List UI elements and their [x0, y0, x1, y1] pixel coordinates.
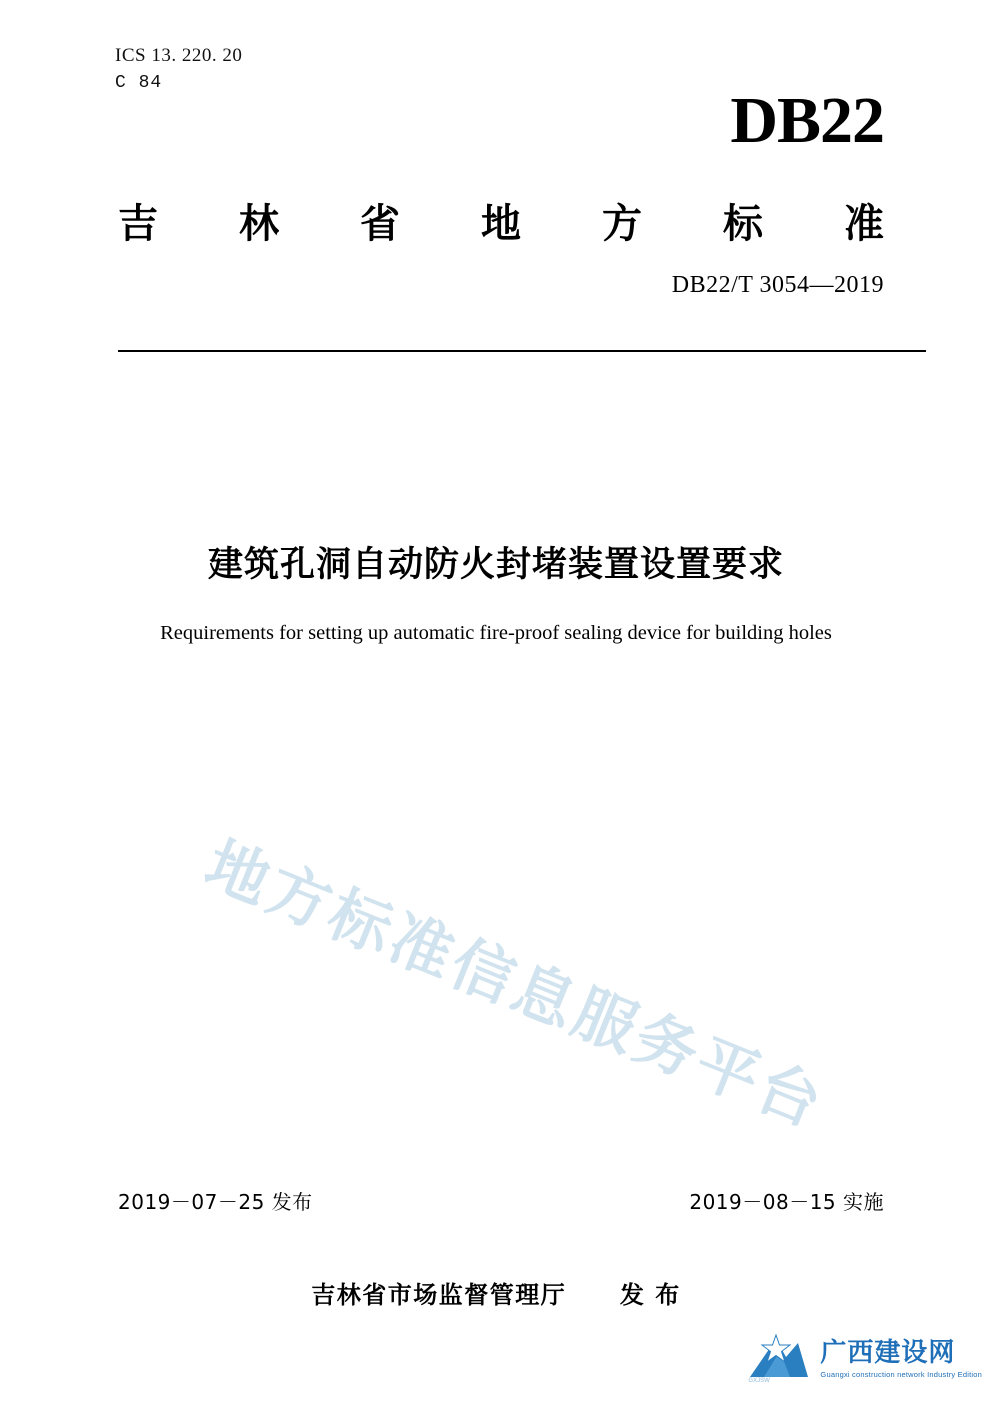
site-logo-subtitle: Guangxi construction network Industry Edition	[820, 1370, 982, 1380]
issuer-name: 吉林省市场监督管理厅	[311, 1281, 567, 1309]
site-logo-name: 广西建设网	[820, 1337, 956, 1368]
site-logo-texts	[820, 1339, 982, 1380]
ics-code: ICS 13. 220. 20	[115, 45, 243, 66]
classification-code: C 84	[115, 72, 163, 93]
header-divider	[118, 350, 926, 352]
implementation-date: 2019－08－15 实施	[689, 1190, 884, 1214]
issuer-suffix: 发 布	[619, 1281, 681, 1309]
star-building-icon	[746, 1333, 812, 1385]
province-standard-title	[118, 192, 884, 249]
standard-logo: DB22	[730, 84, 884, 157]
page-title-chinese: 建筑孔洞自动防火封堵装置设置要求	[207, 545, 784, 585]
province-char-2: 省	[360, 201, 400, 247]
province-char-4: 方	[602, 201, 642, 247]
issuer-line	[0, 1275, 992, 1310]
release-date: 2019－07－25 发布	[118, 1190, 313, 1214]
province-char-1: 林	[239, 201, 279, 247]
province-char-3: 地	[481, 201, 521, 247]
ics-block	[115, 42, 242, 96]
watermark-text: 地方标准信息服务平台	[195, 827, 836, 1142]
standard-number: DB22/T 3054—2019	[671, 272, 884, 298]
province-char-0: 吉	[118, 201, 158, 247]
province-char-5: 标	[723, 201, 763, 247]
logo-badge-text: GXJSW	[748, 1378, 770, 1384]
page-title-english: Requirements for setting up automatic fire-proof sealing device for building holes	[160, 622, 832, 644]
site-logo	[746, 1333, 982, 1385]
province-char-6: 准	[844, 201, 884, 247]
